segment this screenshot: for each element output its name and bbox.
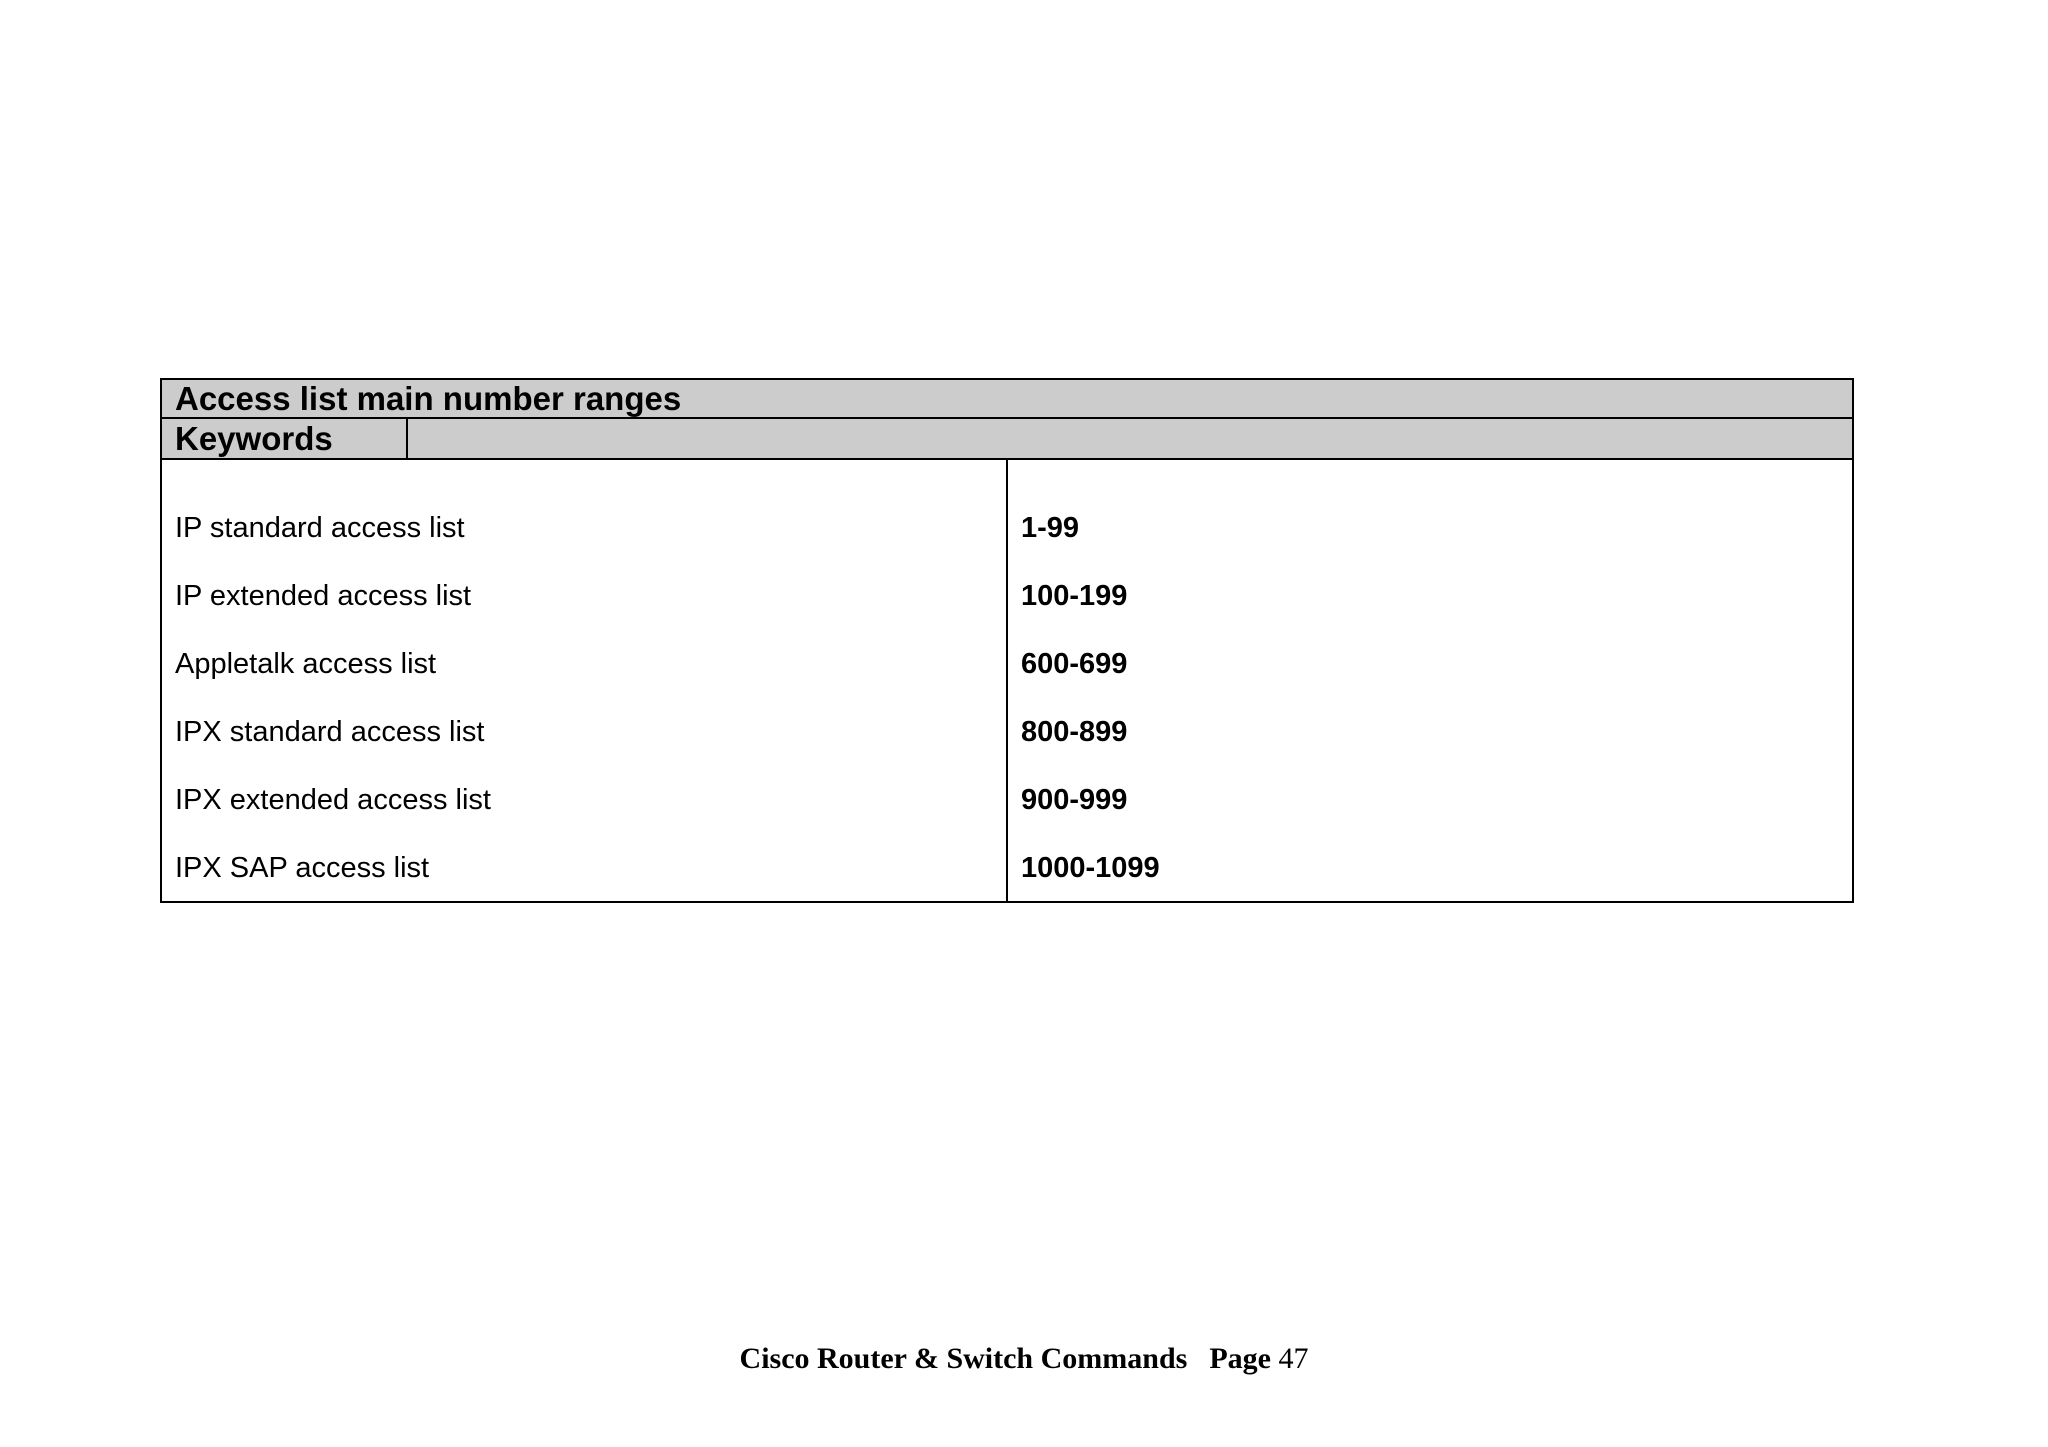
table-row-range: 600-699: [1021, 647, 1128, 680]
table-row-name: IPX extended access list: [175, 783, 491, 816]
table-row-name: IPX standard access list: [175, 715, 485, 748]
footer-page-label: Page: [1209, 1342, 1271, 1375]
table-row-name: IP standard access list: [175, 511, 465, 544]
keywords-label: Keywords: [175, 419, 333, 457]
keywords-label-cell: [162, 419, 408, 458]
page-footer: [0, 1342, 2048, 1376]
footer-page-number: 47: [1278, 1342, 1309, 1375]
footer-title: Cisco Router & Switch Commands: [739, 1342, 1188, 1375]
table-title-row: [162, 380, 1852, 419]
table-row-range: 100-199: [1021, 579, 1128, 612]
table-title: Access list main number ranges: [175, 379, 682, 417]
number-range-column: [1008, 460, 1852, 901]
table-row-name: IPX SAP access list: [175, 851, 430, 884]
table-row-range: 1-99: [1021, 511, 1080, 544]
table-row-name: IP extended access list: [175, 579, 472, 612]
keywords-empty-cell: [408, 419, 1852, 458]
table-row-range: 800-899: [1021, 715, 1128, 748]
access-list-table: [160, 378, 1854, 903]
table-row-range: 1000-1099: [1021, 851, 1160, 884]
access-list-name-column: [162, 460, 1008, 901]
table-body: [162, 460, 1852, 901]
table-row-range: 900-999: [1021, 783, 1128, 816]
table-row-name: Appletalk access list: [175, 647, 437, 680]
keywords-header-row: [162, 419, 1852, 460]
